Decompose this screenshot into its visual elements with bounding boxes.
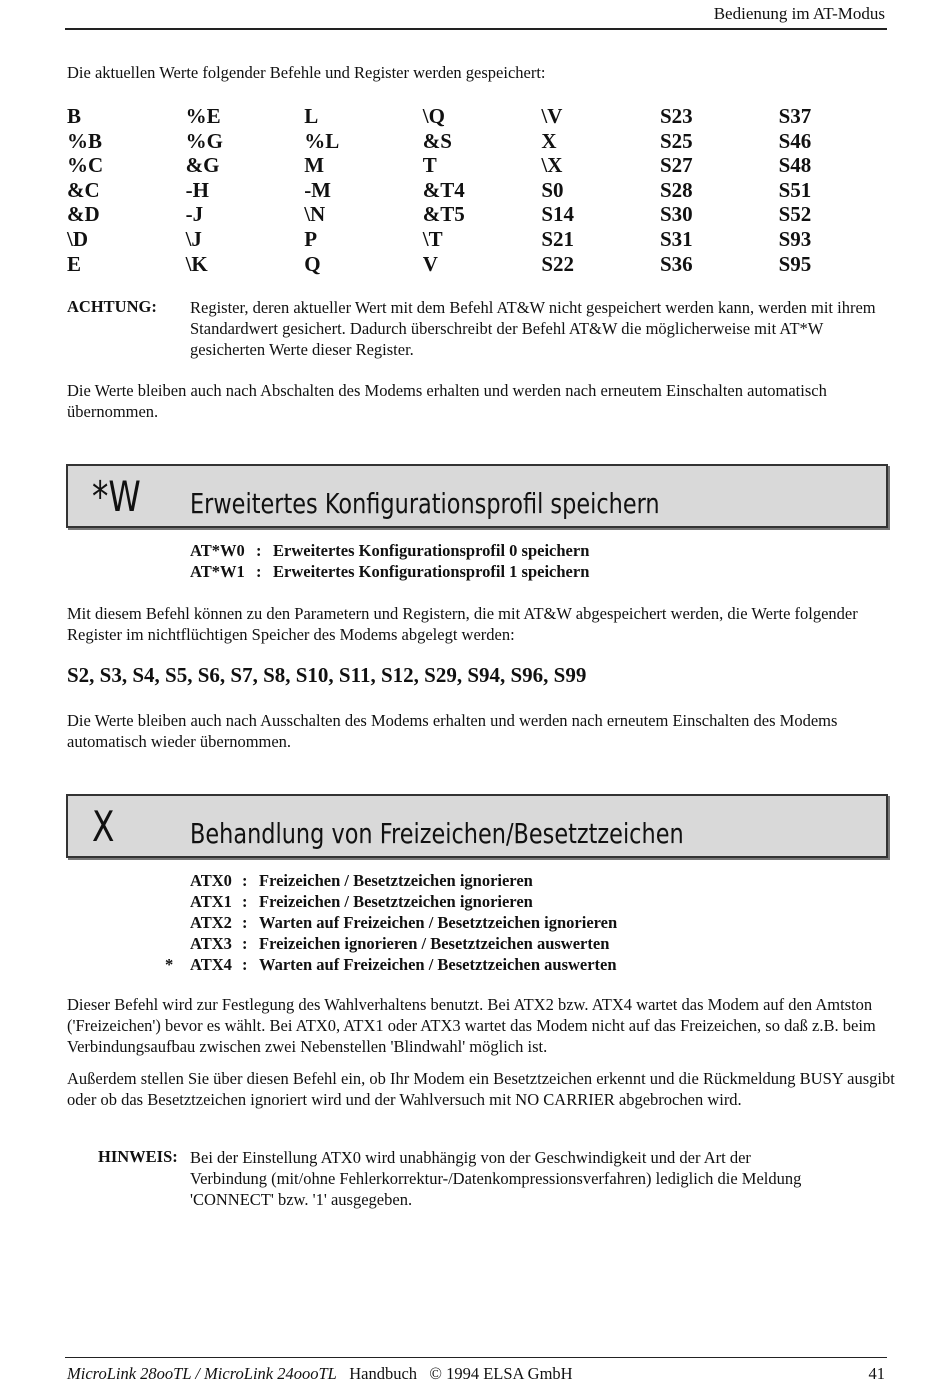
register-cell: %E: [185, 104, 221, 128]
option-code: ATX4: [190, 955, 232, 974]
paragraph-x-description: Dieser Befehl wird zur Festlegung des Wahlverhaltens benutzt. Bei ATX2 bzw. ATX4 wartet das Modem auf den Amtston ('Freizeichen') bevor es wählt. Bei ATX0, ATX1 oder ATX3 wartet das Modem nicht auf das Freizeichen, so daß z.B. beim Verbindungsaufbau zwischen zwei Nebenstellen 'Blindwahl' möglich ist.: [67, 995, 876, 1056]
option-description: Freizeichen / Besetztzeichen ignorieren: [259, 892, 533, 911]
option-code: AT*W1: [190, 562, 245, 581]
option-description: Freizeichen ignorieren / Besetztzeichen auswerten: [259, 934, 610, 953]
register-cell: &T5: [422, 202, 465, 227]
option-description: Freizeichen / Besetztzeichen ignorieren: [259, 871, 533, 890]
register-cell: S51: [778, 177, 812, 202]
register-cell: \V: [541, 104, 563, 128]
register-cell: S27: [659, 153, 693, 178]
option-code: ATX2: [190, 913, 232, 932]
option-row: [190, 933, 617, 954]
register-cell: S93: [778, 226, 812, 251]
option-list-x: [165, 870, 618, 975]
default-marker: *: [165, 955, 174, 974]
paragraph-w-retained: Die Werte bleiben auch nach Ausschalten des Modems erhalten und werden nach erneutem Einschalten des Modems automatisch wieder übernommen.: [67, 711, 838, 751]
register-cell: -J: [185, 202, 204, 227]
command-title: Erweitertes Konfigurationsprofil speichern: [190, 487, 660, 520]
header-rule: [65, 28, 887, 30]
register-cell: S95: [778, 251, 812, 276]
register-row: [67, 153, 897, 178]
option-separator: :: [256, 541, 262, 560]
register-cell: &S: [422, 128, 452, 153]
register-cell: X: [541, 128, 557, 153]
paragraph-values-retained: Die Werte bleiben auch nach Abschalten des Modems erhalten und werden nach erneutem Einschalten automatisch übernommen.: [67, 381, 827, 421]
register-cell: S14: [541, 202, 575, 227]
footer-doc: Handbuch: [349, 1364, 418, 1383]
register-cell: %B: [67, 128, 103, 153]
register-cell: S37: [778, 104, 812, 128]
register-cell: \J: [185, 226, 202, 251]
register-row: [67, 129, 897, 154]
option-separator: :: [242, 913, 248, 932]
register-cell: \T: [422, 226, 443, 251]
register-row: [67, 104, 897, 129]
command-letter: *W: [92, 472, 141, 521]
paragraph-w-description: Mit diesem Befehl können zu den Parametern und Registern, die mit AT&W abgespeichert werden, die Werte folgender Register im nichtflüchtigen Speicher des Modems abgelegt werden:: [67, 604, 858, 644]
option-code: ATX3: [190, 934, 232, 953]
option-row: [190, 891, 617, 912]
command-letter: X: [92, 802, 115, 851]
register-cell: %L: [304, 128, 340, 153]
register-cell: &D: [67, 202, 100, 227]
register-cell: \N: [304, 202, 326, 227]
register-list-w: S2, S3, S4, S5, S6, S7, S8, S10, S11, S12, S29, S94, S96, S99: [67, 663, 587, 687]
option-list-w: [190, 540, 589, 582]
option-row: [190, 540, 589, 561]
footer-info: [67, 1364, 573, 1384]
option-separator: :: [242, 871, 248, 890]
register-cell: S48: [778, 153, 812, 178]
register-cell: T: [422, 153, 437, 178]
register-cell: %G: [185, 128, 223, 153]
register-cell: %C: [67, 153, 104, 178]
register-cell: S31: [659, 226, 693, 251]
option-description: Warten auf Freizeichen / Besetztzeichen auswerten: [259, 955, 617, 974]
hint-label: HINWEIS:: [98, 1147, 178, 1166]
option-description: Erweitertes Konfigurationsprofil 1 speichern: [273, 562, 590, 581]
register-cell: &G: [185, 153, 220, 178]
register-cell: E: [67, 251, 82, 276]
option-row: [190, 561, 589, 582]
register-cell: L: [304, 104, 319, 128]
register-row: [67, 252, 897, 277]
option-code: AT*W0: [190, 541, 245, 560]
register-table: [67, 104, 897, 276]
running-header: Bedienung im AT-Modus: [713, 4, 885, 23]
option-code: ATX1: [190, 892, 232, 911]
register-row: [67, 227, 897, 252]
register-cell: P: [304, 226, 318, 251]
option-row: [190, 870, 617, 891]
footer-product: MicroLink 28ooTL / MicroLink 24oooTL: [67, 1364, 337, 1383]
footer-rule: [65, 1357, 887, 1358]
register-row: [67, 202, 897, 227]
command-title: Behandlung von Freizeichen/Besetztzeichen: [190, 817, 684, 850]
register-cell: S36: [659, 251, 693, 276]
register-cell: S21: [541, 226, 575, 251]
register-cell: M: [304, 153, 325, 178]
option-separator: :: [242, 955, 248, 974]
command-heading-x: [66, 794, 888, 858]
register-row: [67, 178, 897, 203]
register-cell: \K: [185, 251, 208, 276]
register-cell: S52: [778, 202, 812, 227]
option-description: Warten auf Freizeichen / Besetztzeichen ignorieren: [259, 913, 618, 932]
hint-text: Bei der Einstellung ATX0 wird unabhängig von der Geschwindigkeit und der Art der Verbindung (mit/ohne Fehlerkorrektur-/Datenkompressionsverfahren) lediglich die Meldung 'CONNECT' bzw. '1' ausgegeben.: [190, 1148, 802, 1209]
register-cell: S28: [659, 177, 693, 202]
register-cell: S46: [778, 128, 812, 153]
register-cell: \X: [541, 153, 563, 178]
command-heading-w: [66, 464, 888, 528]
register-cell: S22: [541, 251, 575, 276]
intro-text: Die aktuellen Werte folgender Befehle und Register werden gespeichert:: [67, 63, 546, 82]
register-cell: Q: [304, 251, 321, 276]
option-separator: :: [242, 934, 248, 953]
option-row: [190, 912, 617, 933]
warning-text: Register, deren aktueller Wert mit dem Befehl AT&W nicht gespeichert werden kann, werden mit ihrem Standardwert gesichert. Dadurch überschreibt der Befehl AT&W die möglicherweise mit AT*W gesicherten Werte dieser Register.: [190, 298, 876, 359]
register-cell: S0: [541, 177, 564, 202]
register-cell: V: [422, 251, 438, 276]
option-row: [165, 954, 617, 975]
register-cell: -M: [304, 177, 332, 202]
warning-label: ACHTUNG:: [67, 297, 157, 316]
register-cell: -H: [185, 177, 209, 202]
paragraph-x-busy: Außerdem stellen Sie über diesen Befehl ein, ob Ihr Modem ein Besetztzeichen erkennt und die Rückmeldung BUSY ausgibt oder ob das Besetztzeichen ignoriert wird und der Wahlversuch mit NO CARRIER abgebrochen wird.: [67, 1069, 895, 1109]
register-cell: \Q: [422, 104, 445, 128]
register-cell: S25: [659, 128, 693, 153]
register-cell: &C: [67, 177, 100, 202]
option-description: Erweitertes Konfigurationsprofil 0 speichern: [273, 541, 590, 560]
footer-copyright: © 1994 ELSA GmbH: [429, 1364, 573, 1383]
option-separator: :: [256, 562, 262, 581]
register-cell: S23: [659, 104, 693, 128]
register-cell: S30: [659, 202, 693, 227]
option-separator: :: [242, 892, 248, 911]
register-cell: \D: [67, 226, 88, 251]
page-number: 41: [868, 1364, 885, 1383]
register-cell: B: [67, 104, 82, 128]
register-cell: &T4: [422, 177, 465, 202]
option-code: ATX0: [190, 871, 232, 890]
